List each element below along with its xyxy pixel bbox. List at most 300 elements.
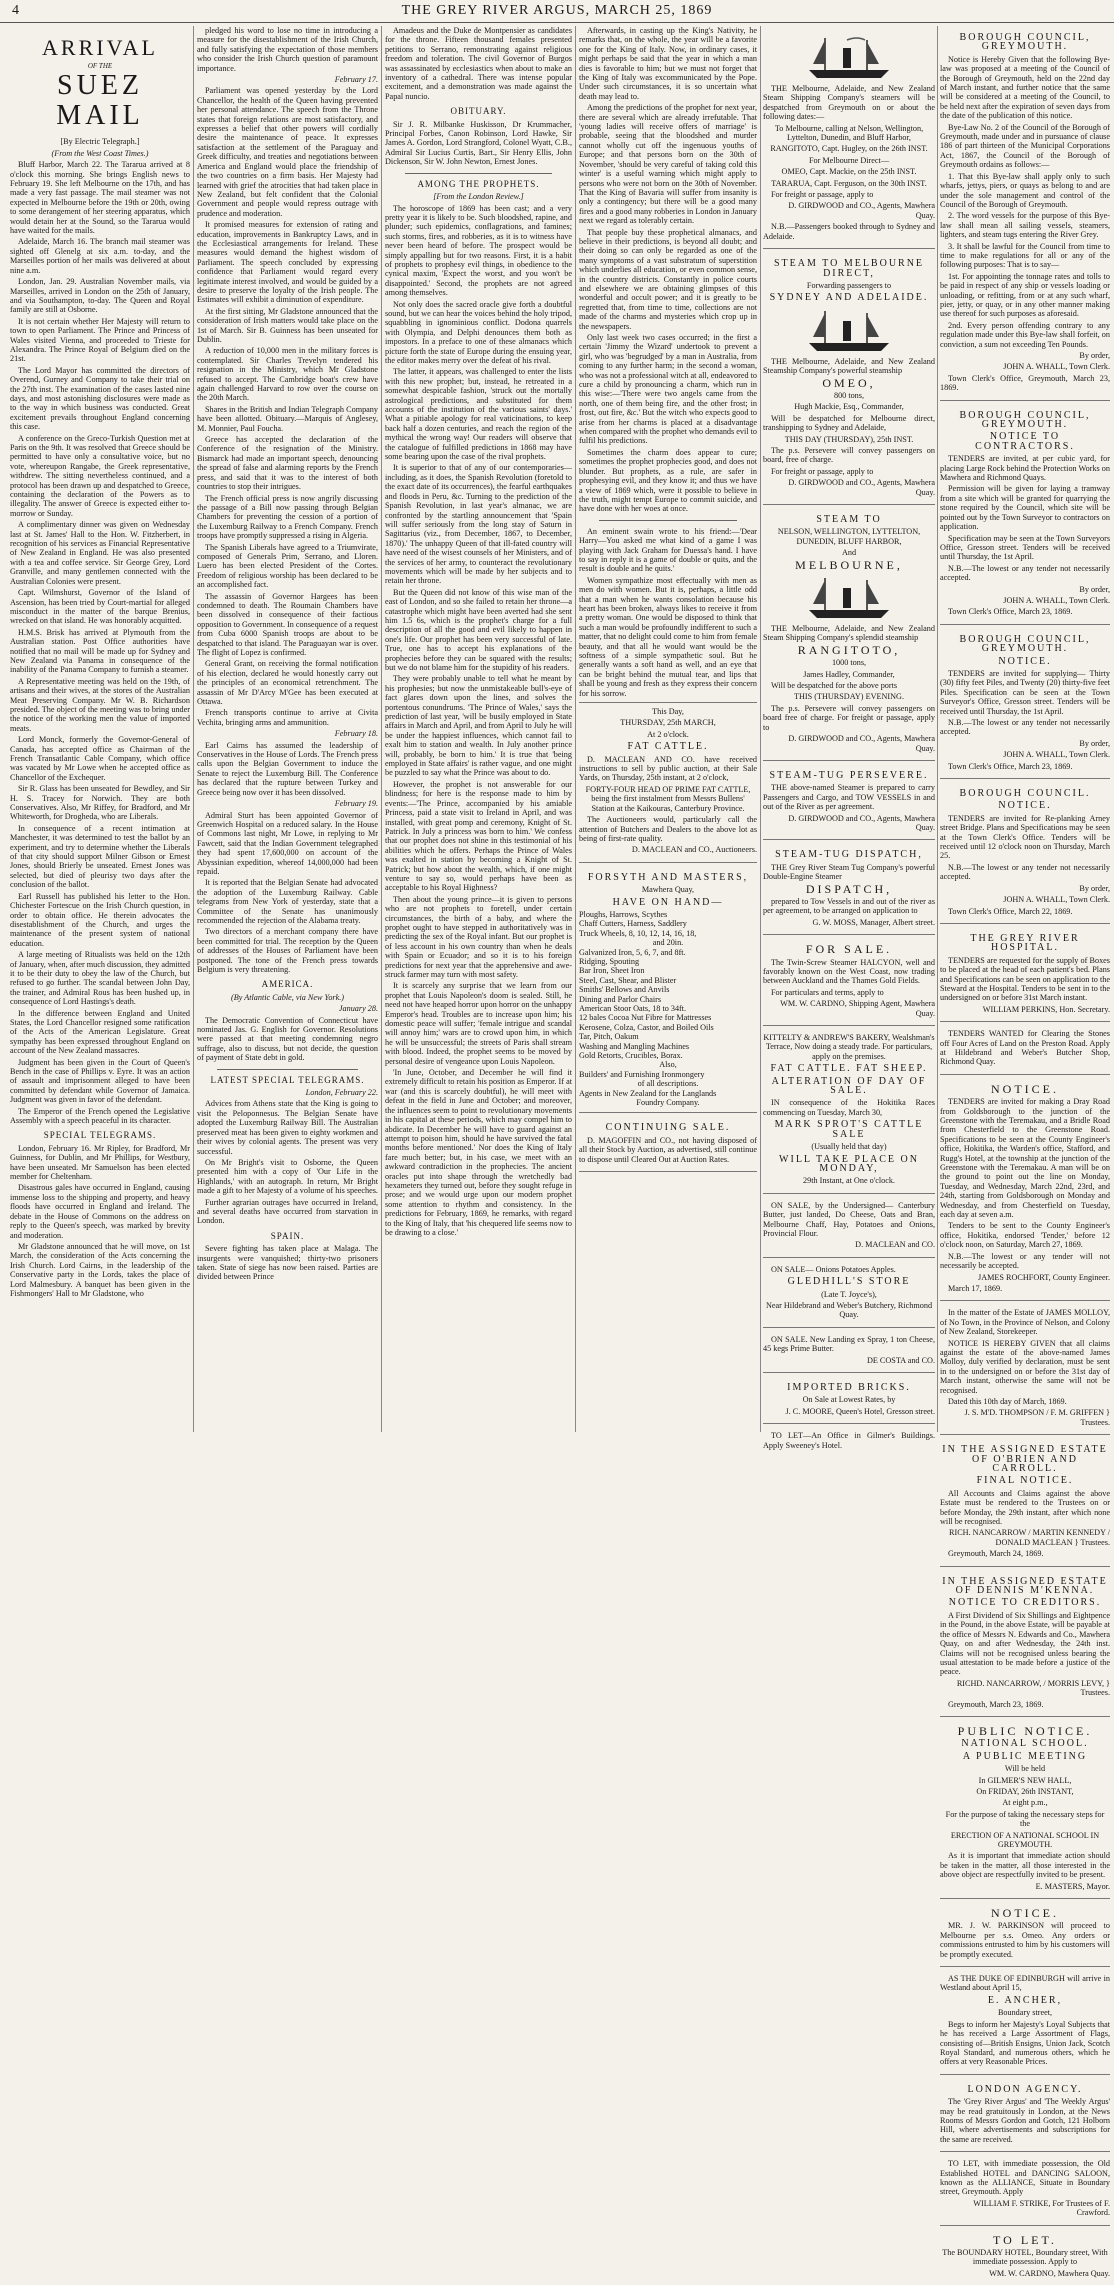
headline-of-the: OF THE — [87, 62, 113, 70]
ad-line: In GILMER'S NEW HALL, — [978, 1775, 1072, 1785]
ad-line: Near Hildebrand and Weber's Butchery, Richmond Quay. — [765, 1300, 933, 1320]
ad-body: THE above-named Steamer is prepared to carry Passengers and Cargo, and TOW VESSELS in and out of the River as per agreement. — [763, 783, 935, 812]
list-item: Gold Retorts, Crucibles, Borax. — [579, 1051, 683, 1061]
ad-title: NOTICE. — [991, 1081, 1059, 1096]
ad-note: N.B.—The lowest or any tender not necessarily accepted. — [940, 718, 1110, 737]
ad-line: On FRIDAY, 26th INSTANT, — [976, 1786, 1074, 1796]
ad-body: TO LET, with immediate possession, the Old Established HOTEL and DANCING SALOON, known as the ALLIANCE, Situate in Boundary street, Greymouth. Apply — [940, 2159, 1110, 2197]
ad-title: FAT CATTLE. — [627, 741, 709, 753]
article-paragraph: London, Jan. 29. Australian November mails, via Marseilles, arrived in London on the 25th of January, and via Southampton, to-day. The Queen and Royal family are still at Osborne. — [10, 277, 190, 315]
section-heading: SPECIAL TELEGRAMS. — [43, 1130, 157, 1141]
article-paragraph: Mr Gladstone announced that he will move, on 1st March, the consideration of the Acts concerning the Irish Church. Lord Cairns, in the leadership of the Conservative party in the Lords, takes the place of Lord Malmesbury. A banquet has been given in the Fishmongers' Hall to Mr Gladstone, who — [10, 1241, 190, 1298]
advert-steam-tug-persevere — [763, 764, 935, 840]
ad-body: AS THE DUKE OF EDINBURGH will arrive in Westland about April 15, — [940, 1974, 1110, 1993]
column-4 — [579, 26, 757, 1432]
advert-fat-cattle — [579, 702, 757, 863]
list-item: Agents in New Zealand for the Langlands — [579, 1088, 717, 1098]
ad-title: FORSYTH AND MASTERS, — [587, 871, 749, 883]
ad-line: 800 tons, — [833, 390, 865, 400]
article-paragraph: Admiral Sturt has been appointed Governor of Greenwich Hospital on a reduced salary. In the House of Commons last night, Mr Lowe, in replying to Mr Fawcett, said that the Indian Government telegraphed they had spent 17,600,000 on account of the Abyssinian expedition, whereof 14,000,000 had been repaid. — [197, 810, 378, 876]
ad-line: THIS DAY (THURSDAY), 25th INST. — [784, 434, 914, 444]
ad-title: NOTICE TO CREDITORS. — [948, 1597, 1102, 1609]
ad-note: N.B.—The lowest or any tender not necessarily accepted. — [940, 862, 1110, 882]
ad-line: Town Clerk's Office, March 22, 1869. — [948, 906, 1073, 916]
article-paragraph: Only last week two cases occurred; in the first a certain 'Jimmy the Wizard' undertook to prevent a girl, who was 'begrudged' by a man in Australia, from coming to any further harm; in the second a woman, who was not a professional witch at all, endeavored to cure a child by pronouncing a charm, which run in this wise:—'There were two angels came from the north, one of them being fire, and the other frost; in frost, out fire, &c.' But the witch who expects good to arise from her charms is placed at a disadvantage when compared with the prophet who demands evil to fulfil his predictions. — [579, 333, 757, 446]
ad-title: A PUBLIC MEETING — [962, 1750, 1088, 1762]
ad-line: Town Clerk's Office, March 23, 1869. — [948, 607, 1073, 617]
ad-title: LONDON AGENCY. — [967, 2083, 1083, 2095]
list-item: Chaff Cutters, Harness, Saddlery — [579, 919, 687, 929]
column-rule — [937, 26, 938, 1432]
ad-line: At 2 o'clock. — [647, 729, 689, 739]
column-5 — [763, 26, 935, 1450]
ad-title: NATIONAL SCHOOL. — [961, 1738, 1089, 1750]
advert-clearing-stones — [940, 1025, 1110, 1075]
advert-notice-to-contractors — [940, 404, 1110, 625]
ad-title: BOROUGH COUNCIL. — [959, 788, 1091, 800]
ad-body: Will be despatched for the above ports — [771, 681, 898, 691]
ad-body: Begs to inform her Majesty's Loyal Subjects that he has received a Large Assortment of Flags, consisting of—British Ensigns, Union Jack, Scotch Royal Standard, and numerous others, which he offers at very Reasonable Prices. — [940, 2019, 1110, 2067]
ad-title: FAT CATTLE. FAT SHEEP. — [770, 1063, 928, 1075]
ad-signature: WILLIAM PERKINS, Hon. Secretary. — [982, 1004, 1110, 1014]
ad-body: ON SALE. New Landing ex Spray, 1 ton Cheese, 45 kegs Prime Butter. — [763, 1334, 935, 1354]
ad-signature: J. S. M'D. THOMPSON / F. M. GRIFFEN } Trustees. — [964, 1408, 1110, 1427]
ad-title: E. ANCHER, — [987, 1994, 1063, 2006]
ad-signature: D. MACLEAN and CO. — [855, 1240, 935, 1250]
advert-bridge-tender — [940, 782, 1110, 924]
article-paragraph: 'In June, October, and December he will find it extremely difficult to retain his position as Emperor. If at war (and this is scarcely doubtful), he will meet with defeat in the field in June and October; and moreover, the influences seem to point to revolutionary movements in his capital at these periods, which may compel him to abdicate. In December he will have to guard against an attempt to poison him, should he have survived the fatal months before mentioned.' Nor does the King of Italy fare much better; but, in his case, we meet with an awkward contradiction in the prophecies. The ancient oracles put into shape through the wretchedly bad hexameters they turned out, before they sought refuge in prose; and we would urge upon our modern prophet some attention to rhythm and consistency. In the predictions for February, 1869, he remarks, with regard to the King of Italy, that 'his chequered life seems now to be drawing to a close.' — [385, 1068, 572, 1237]
ad-body: Tenders to be sent to the County Engineer's office, Hokitika, endorsed 'Tender,' before 12 o'clock noon, on Saturday, March 27, 1869. — [940, 1221, 1110, 1250]
ad-signature: JOHN A. WHALL, Town Clerk. — [1003, 895, 1110, 905]
ad-body: As it is important that immediate action should be taken in the matter, all those interested in the above object are respectfully invited to be present. — [940, 1851, 1110, 1880]
list-item: Galvanized Iron, 5, 6, 7, and 8ft. — [579, 947, 686, 957]
article-paragraph: Shares in the British and Indian Telegraph Company have been allotted. Obituary.—Marquis of Anglesey, M. Monnier, Paul Foucha. — [197, 404, 378, 433]
steamship-icon — [803, 307, 895, 353]
article-paragraph: Advices from Athens state that the King is going to visit the Peloponnesus. The Belgian Senate have adopted the Luxemburg Railway Bill. The Australian preserved meat has been given to eighty workmen and their wives by colonial agents. The present was very successful. — [197, 1099, 378, 1156]
ad-line: ERECTION OF A NATIONAL SCHOOL IN GREYMOUTH. — [950, 1830, 1100, 1849]
ad-note: N.B.—The lowest or any tender not necessarily accepted. — [940, 563, 1110, 583]
advert-bye-law-notice — [940, 26, 1110, 401]
article-paragraph: Not only does the sacred oracle give forth a doubtful sound, but we can hear the voices behind the holy tripod, squabbling in ignominious conflict. Dodona quarrels with Olympia, and Delphi denounces them both as impostors. In a preface to one of these almanacs which picture forth the state of Europe during the ensuing year, the editor makes merry over the defeat of his rival. — [385, 299, 572, 365]
ad-line: TARARUA, Capt. Ferguson, on the 30th INST. — [771, 178, 927, 188]
article-paragraph: Further agrarian outrages have occurred in Ireland, and several deaths have occurred from starvation in London. — [197, 1197, 378, 1226]
ad-signature: D. GIRDWOOD and CO., Agents, Mawhera Quay. — [788, 201, 935, 220]
source-line: (From the West Coast Times.) — [51, 148, 149, 158]
list-item: Steel, Cast, Shear, and Blister — [579, 975, 677, 985]
article-paragraph: The Lord Mayor has committed the directors of Overend, Gurney and Company to take their trial on the 27th inst. The examination of the cases lasted nine days, and most astonishing disclosures were made as to the way in which business was conducted. Great excitement prevails throughout England concerning this case. — [10, 365, 190, 432]
ad-signature: D. GIRDWOOD and CO., Agents, Mawhera Quay. — [788, 478, 935, 497]
ad-line: THURSDAY, 25th MARCH, — [620, 718, 716, 728]
ad-title: STEAM-TUG DISPATCH, — [775, 849, 923, 861]
ship-name: RANGITOTO, — [797, 642, 901, 657]
ad-title: TO LET. — [993, 2232, 1057, 2247]
headline-arrival: ARRIVAL — [42, 35, 158, 60]
dateline: February 18. — [334, 729, 378, 739]
byline: [By Electric Telegraph.] — [60, 137, 140, 147]
ad-body: THE Melbourne, Adelaide, and New Zealand Steam Shipping Company's splendid steamship — [763, 624, 935, 643]
ad-title: PUBLIC NOTICE. — [957, 1723, 1093, 1738]
list-item: Foundry Company. — [636, 1098, 700, 1108]
article-paragraph: Afterwards, in casting up the King's Nativity, he remarks that, on the whole, the year will be a favorite one for the King of Italy. Now, in ordinary cases, it might perhaps be said that the year in which a man dies is favorable to him; but we must not forget that the King of Italy was excommunicated by the Pope. Under such circumstances, it is so uncertain what death may lead to. — [579, 26, 757, 101]
advert-imported-bricks — [763, 1376, 935, 1424]
advert-steam-tug-dispatch — [763, 843, 935, 935]
ad-body: D. MACLEAN AND CO. have received instructions to sell by public auction, at their Sale Yards, on Thursday, 25th instant, at 2 o'clock, — [579, 754, 757, 783]
ad-line: Will be held — [1004, 1764, 1046, 1774]
ad-body: KITTELTY & ANDREW'S BAKERY, Wealshman's Terrace, Now doing a steady trade. For particulars, apply on the premises. — [763, 1033, 935, 1061]
ad-body: Will be despatched for Melbourne direct, transhipping to Sydney and Adelaide, — [763, 413, 935, 433]
ship-name: DISPATCH, — [805, 881, 893, 896]
article-paragraph: Sir J. R. Milbanke Huskisson, Dr Krummacher, Principal Forbes, Canon Robinson, Lord Hawke, Sir James A. Gordon, Lord Strangford, Colonel Wyatt, C.B., Admiral Sir Lucius Curtis, Bart., Sir Henry Ellis, John Dickenson, Sir W. John Newton, Ernest Jones. — [385, 119, 572, 167]
article-paragraph: A large meeting of Ritualists was held on the 12th of January, when, after much discussion, they admitted it to be their duty to obey the law of the Church, but refused to go further. The scandal between John Day, the trainer, and Admiral Rous has been hushed up, in consequence of Lord Hastings's death. — [10, 950, 191, 1007]
ad-title: IN THE ASSIGNED ESTATE OF O'BRIEN AND CARROLL. — [942, 1444, 1108, 1474]
ad-title: STEAM TO MELBOURNE DIRECT, — [773, 258, 925, 279]
ad-note: N.B.—Passengers booked through to Sydney and Adelaide. — [763, 222, 935, 241]
ad-line: Greymouth, March 23, 1869. — [948, 1699, 1044, 1709]
section-heading: AMONG THE PROPHETS. — [417, 178, 540, 189]
section-heading: SPAIN. — [270, 1230, 305, 1241]
ad-line: Greymouth, March 24, 1869. — [948, 1549, 1044, 1559]
advert-parkinson-notice — [940, 1902, 1110, 1967]
article-paragraph: That people buy these prophetical almanacs, and believe in their predictions, is beyond all doubt; and their doing so can only be regarded as one of the many symptoms of a vast substratum of superstition which underlies all education, or even common sense, in the country districts. Constantly in police courts and elsewhere we are obtaining glimpses of this wonderful and occult power; and it is greatly to be regretted that, from time to time, collections are not made of the charms and mysteries which crop up in the newspapers. — [579, 227, 757, 331]
article-paragraph: It promised measures for extension of rating and education, improvements in Bankruptcy Laws, and in the Ecclesiastical arrangements for Ireland. These measures would demand the highest wisdom of Parliament. The speech concluded by expressing confidence that Parliament would regard every legitimate interest involved, and would be guided by a desire to preserve the loyalty of the Irish people. The Estimates will exhibit a diminution of expenditure. — [197, 220, 378, 305]
ad-body: The Auctioneers would, particularly call the attention of Butchers and Dealers to the above lot as being of first-rate quality. — [579, 815, 757, 843]
ad-line: THIS (THURSDAY) EVENING. — [794, 692, 904, 702]
column-1 — [10, 26, 190, 1432]
article-paragraph: However, the prophet is not answerable for our blindness; for here is the response made to him by events:—'The Prince, accompanied by his amiable Princess, paid a state visit to Ireland in April, and was installed, with great pomp and ceremony, Knight of St. Patrick. In July a princess was born to him.' We confess that our prophet does not shine in this testimonial of his abilities which he offers. Perhaps the Prince of Wales was exalted in station by becoming a Knight of St. Patrick; but how about the wealth, which, if one might venture to say so, would perhaps have been as acceptable to his Royal Highness? — [385, 779, 572, 893]
ad-line: Hugh Mackie, Esq., Commander, — [794, 402, 904, 412]
ad-line: By order, — [1079, 883, 1110, 893]
ad-signature: D. GIRDWOOD and CO., Agents, Mawhera Quay. — [788, 734, 935, 753]
article-paragraph: Adelaide, March 16. The branch mail steamer was sighted off Glenelg at six a.m. to-day, and the Marseilles portion of her mails was delivered at about nine a.m. — [10, 237, 190, 275]
ad-body: TENDERS are invited, at per cubic yard, for placing Large Rock behind the Protection Works on Mawhera and Richmond Quays. — [940, 454, 1110, 483]
ad-signature: D. MACLEAN and CO., Auctioneers. — [631, 845, 757, 855]
advert-obrien-carroll-estate — [940, 1438, 1110, 1566]
dateline: February 19. — [334, 799, 378, 809]
ad-title: THE GREY RIVER HOSPITAL. — [970, 932, 1080, 954]
article-paragraph: The latter, it appears, was challenged to enter the lists with this new prophet; but, instead, he retreated in a somewhat despicable fashion, 'struck out the mortally astrological predictions, and substituted for them accounts of the institution of the various saints' days.' What a pitiable apology for real vaticinations, to keep back half a dozen centuries, and reach the region of the mythical the wrong way! Our readers will observe that the catalogue of fulfilled predictions in 1868 may have some bearing upon the case of the rival prophets. — [385, 367, 572, 462]
ad-body: TO LET—An Office in Gilmer's Buildings. Apply Sweeney's Hotel. — [763, 1431, 935, 1450]
article-paragraph: Severe fighting has taken place at Malaga. The insurgents were vanquished; thirty-two prisoners taken. State of siege has now been raised. Parties are divided between Prince — [197, 1244, 378, 1282]
article-paragraph: An eminent swain wrote to his friend:—'Dear Harry—You asked me what kind of a game I was playing with Jack Graham for Duessa's hand. I have to say in reply it is a game of double or quits, and the result is double and he quits.' — [579, 526, 757, 574]
ad-body: All Accounts and Claims against the above Estate must be rendered to the Trustees on or before Monday, the 29th instant, after which none will be recognised. — [940, 1488, 1110, 1527]
ad-body: Bye-Law No. 2 of the Council of the Borough of Greymouth, made under and in pursuance of clause 186 of part thirteen of the Municipal Corporations Act, 1867, the Council of the Borough of Greymouth ordains as follows:— — [940, 122, 1110, 170]
ad-line: (Usually held that day) — [811, 1142, 887, 1152]
article-paragraph: Capt. Wilmshurst, Governor of the Island of Ascension, has been tried by Court-martial for alleged misconduct in the matter of the barque Brenius, wrecked on that island. He was honorably acquitted. — [10, 588, 190, 626]
ad-title: SYDNEY AND ADELAIDE. — [769, 292, 929, 304]
divider — [599, 520, 737, 521]
article-paragraph: Sometimes the charm does appear to cure; sometimes the prophet prophecies good, and does not blunder. But prophets, as a rule, are safer in prophesying evil, and they know it; and thus we have a view of 1869 which, were it possible to believe in the truth, might tempt Europe to commit suicide, and have done with her woes at once. — [579, 447, 757, 514]
article-paragraph: The horoscope of 1869 has been cast; and a very pretty year it is likely to be. Such bloodshed, rapine, and plunder; such epidemics, conflagrations, and famines; such storms, fires, and robberies, as it is to witness have never been heard of before. The prospect would be simply appalling but for two reasons. First, it is a habit of prophets to prophesy evil things, in obedience to the cynical maxim, 'Expect the worst, and you won't be disappointed.' Second, the prophets are not agreed among themselves. — [385, 203, 572, 298]
ad-body: Notice is Hereby Given that the following Bye-law was proposed at a meeting of the Council of the Borough of Greymouth, held on the 22nd day of March instant, and further notice that the same will be considered at a meeting of the Council, to be held next after the expiration of seven days from the date of the publication of this notice. — [940, 54, 1110, 121]
ad-signature: JOHN A. WHALL, Town Clerk. — [1003, 595, 1110, 605]
ad-line: By order, — [1079, 738, 1110, 748]
article-paragraph: It is superior to that of any of our contemporaries—including, as it does, the Spanish Revolution (foretold to the exact date of its occurrences), the fearful earthquakes and floods in Peru, &c. Turning to the prediction of the Spanish Revolution, in last year's almanac, we are confronted by the startling announcement that 'Spain will suffer seriously from the long stay of Saturn in Sagittarius (viz., from December, 1867, to December, 1870).' The unhappy Queen of that ill-fated country will have need of the wisest counsels of her Ministers, and of the services of her army, to counteract the revolutionary movements which will be made by her subjects and to retain her throne. — [385, 463, 572, 586]
article-paragraph: H.M.S. Brisk has arrived at Plymouth from the Australian station. Post Office authorities have notified that no mail will be made up for Sydney and New Zealand via Panama in consequence of the inability of the Panama Company to furnish a steamer. — [10, 627, 190, 675]
list-item: Washing and Mangling Machines — [579, 1041, 690, 1051]
article-paragraph: The French official press is now angrily discussing the passage of a Bill now passing through Belgian Chambers for preventing the cession of a portion of the Luxemburg Railway to a French Company. French troops have promptly suppressed a rising in Algeria. — [197, 493, 378, 541]
article-paragraph: The assassin of Governor Hargees has been condemned to death. The Roumain Chambers have been dissolved in consequence of their factious opposition to Government. In consequence of a request from Cuba 6000 Spanish troops are about to be despatched to that island. The Paraguayan war is over. The flight of Lopez is confirmed. — [197, 591, 378, 657]
column-rule — [760, 26, 761, 1432]
article-paragraph: Greece has accepted the declaration of the Conference of the resignation of the Ministry. Bismarck had made an important speech, denouncing the spread of false and alarming reports by the French press, and said that it was to the interest of both countries to stop their intrigues. — [197, 435, 378, 492]
article-paragraph: Women sympathize most effectually with men as men do with women. But it is, perhaps, a little odd that a man when he wants consolation because his heart has been broken, always likes to receive it from a pretty woman. One would be disposed to think that such a man would be profoundly indifferent to such a matter, that no delight could come to him from female beauty, and that all he would want would be the softness of a simple sympathetic soul. But he generally wants a soft hand as well, and an eye that can be bright behind the mutual tear, and lips that shall be young and fresh as they express their concern for his sorrow. — [579, 575, 757, 698]
article-paragraph: Lord Monck, formerly the Governor-General of Canada, has accepted office as Chairman of the French Transatlantic Cable Company, which office was vacated by Mr Lowe when he accepted office as Chancellor of the Exchequer. — [10, 735, 190, 782]
divider — [405, 173, 552, 174]
list-item: of all descriptions. — [637, 1079, 699, 1089]
ad-body: 3. It shall be lawful for the Council from time to time to make regulations for all or any of the following purposes: That is to say— — [940, 241, 1110, 270]
advert-halcyon-for-sale — [763, 938, 935, 1026]
article-paragraph: A complimentary dinner was given on Wednesday last at St. James' Hall to the Hon. W. Fitzherbert, in recognition of his services as Financial Representative of New Zealand in England. He was also presented with a tea and coffee service. Sir George Grey, Lord Granville, and many gentlemen connected with the Australian Colonies were present. — [10, 520, 190, 586]
ad-title: BOROUGH COUNCIL, GREYMOUTH. — [959, 409, 1091, 431]
article-paragraph: A Representative meeting was held on the 19th, of artisans and their wives, at the stores of the Australian Meat Preserving Company. Mr W. B. Richardson presided. The object of the meeting was to bring under the notice of the working men the value of imported meats. — [10, 676, 190, 733]
ad-signature: RICHD. NANCARROW, / MORRIS LEVY, } Trustees. — [956, 1678, 1110, 1698]
article-paragraph: The Spanish Liberals have agreed to a Triumvirate, composed of Generals Prim, Serrano, and Lloren. Luero has been elected President of the Cortes. Freedom of religious worship has been declared to be an accomplished fact. — [197, 542, 378, 590]
advert-piles-tender — [940, 628, 1110, 779]
ad-body: On Sale at Lowest Rates, by — [802, 1395, 896, 1405]
ad-line: 1000 tons, — [831, 658, 867, 668]
ad-title: GLEDHILL'S STORE — [787, 1276, 911, 1288]
column-rule — [381, 26, 382, 1432]
section-heading: LATEST SPECIAL TELEGRAMS. — [210, 1074, 365, 1085]
advert-flags-ancher — [940, 1970, 1110, 2075]
advert-steam-to-melbourne — [763, 252, 935, 505]
ad-signature: JAMES ROCHFORT, County Engineer. — [978, 1272, 1110, 1282]
ad-line: This Day, — [652, 707, 684, 717]
ad-line: And — [841, 548, 857, 558]
ad-title: MELBOURNE, — [795, 557, 903, 572]
ad-body: TENDERS are invited for supplying— Thirty (30) fifty feet Piles, and Twenty (20) thirty-five feet Piles. Specification can be seen at the Town Surveyor's Office, Gresson street. Tenders will be received until Thursday, the 1st April. — [940, 668, 1110, 716]
ad-body: A First Dividend of Six Shillings and Eightpence in the Pound, in the above Estate, will be payable at the office of Messrs N. Edwards and Co., Mawhera Quay, on and after Wednesday, the 24th inst. Claims will not be recognised unless bearing the usual attestation to be made before a justice of the peace. — [940, 1610, 1110, 1677]
newspaper-title: THE GREY RIVER ARGUS, MARCH 25, 1869 — [401, 3, 713, 18]
advert-london-agency — [940, 2078, 1110, 2152]
ad-line: Town Clerk's Office, March 23, 1869. — [948, 761, 1073, 771]
column-6 — [940, 26, 1110, 2278]
page-number: 4 — [12, 3, 20, 18]
ad-title: NOTICE. — [998, 655, 1052, 667]
ad-line: Mawhera Quay, — [641, 885, 695, 895]
list-item: Ridging, Spouting — [579, 956, 640, 966]
list-item: Also, — [659, 1060, 677, 1070]
list-item: 12 bales Cocoa Nut Fibre for Mattresses — [579, 1013, 712, 1023]
article-paragraph: Disastrous gales have occurred in England, causing immense loss to the shipping and property, and heavy floods have occurred in England and Ireland. The debate in the House of Commons on the address on reply to the Queen's speech, was marked by brevity and moderation. — [10, 1183, 190, 1240]
advert-hospital-tender — [940, 927, 1110, 1022]
ad-signature: DE COSTA and CO. — [866, 1355, 935, 1365]
ad-line: To Melbourne, calling at Nelson, Wellington, Lyttelton, Dunedin, and Bluff Harbor, — [774, 123, 924, 143]
article-paragraph: Sir R. Glass has been unseated for Bewdley, and Sir H. S. Tracey for Norwich. They are both Conservatives. Also, Mr Riffey, for Bradford, and Mr Whiteworth, for Drogheda, who are Liberals. — [10, 784, 190, 822]
source-line: [From the London Review.] — [433, 192, 524, 202]
ad-line: Boundary street, — [997, 2008, 1053, 2018]
article-paragraph: The Democratic Convention of Connecticut have nominated Jas. G. English for Governor. Resolutions were passed at that meeting condemning negro suffrage, also to discuss, but not decide, the question of payment of State debt in gold. — [197, 1015, 378, 1063]
article-paragraph: But the Queen did not know of this wise man of the east of London, and so she failed to retain her throne—a catastrophe which might have been averted had she sent him 1.5 6s, which is the prophet's charge for a full description of all the good and evil likely to happen in one's life. Our prophet has been very successful of late. True, one has to accept his explanations of the prophecies before they can be squared with the results; but we do not blame him for the stupidity of his readers. — [385, 587, 572, 672]
ad-signature: J. C. MOORE, Queen's Hotel, Gresson street. — [785, 1406, 935, 1416]
ad-title: MARK SPROT'S CATTLE SALE — [774, 1119, 924, 1140]
ad-body: Specification may be seen at the Town Surveyors Office, Gresson street. Tenders will be received until Thursday, the 1st April. — [940, 533, 1110, 562]
ad-body: NOTICE IS HEREBY GIVEN that all claims against the estate of the above-named James Molloy, duly verified by declaration, must be sent in to the undersigned on or before the 31st day of March instant, otherwise the same will not be recognised. — [940, 1338, 1110, 1395]
advert-dray-road-tender — [940, 1078, 1110, 1302]
article-paragraph: Judgment has been given in the Court of Queen's Bench in the case of Phillips v. Eyre. It was an action of assault and imprisonment alleged to have been committed by defendant while Governor of Jamaica. Judgment was given in favor of the defendant. — [10, 1057, 190, 1105]
article-paragraph: Then about the young prince—it is given to persons who are not prophets to foretell, under certain circumstances, the birth of a baby, and where the prophet ought to have stepped in authoritatively was in predicting the sex of the Royal infant. But our prophet is of less account in his own country than when he deals with Spain or Ecuador; and so it is to his foreign predictions for next year that the apprehensive and awe-struck farmer may turn with most safety. — [385, 894, 572, 979]
list-item: Tar, Pitch, Oakum — [579, 1032, 639, 1042]
advert-office-to-let — [763, 1427, 935, 1457]
article-paragraph: Among the predictions of the prophet for next year, there are several which are already irrefutable. That 'young ladies will receive offers of marriage' is probable, seeing that the bloodshed and murder cannot wholly cut off the ingenuous youths of Europe; and that persons born on the 30th of November, 'should be very careful of taking cold this winter' is a useful warning which might apply to persons who were not born on the 30th of November. That the King of Bavaria will suffer from insanity is only a contingency; but there will be a good many fires and a good many robberies in London in January next we regard as tolerably certain. — [579, 103, 757, 226]
list-item: Truck Wheels, 8, 10, 12, 14, 16, 18, — [579, 928, 697, 938]
ad-title: STEAM TO — [816, 514, 882, 525]
steamship-icon — [803, 574, 895, 620]
column-rule — [193, 26, 194, 1432]
ad-body: IN consequence of the Hokitika Races commencing on Tuesday, March 30, — [763, 1098, 935, 1117]
ad-title: CONTINUING SALE. — [605, 1122, 731, 1134]
ad-line: For freight or passage, apply to — [771, 466, 874, 476]
dateline: February 17. — [334, 75, 378, 85]
advert-alliance-to-let — [940, 2155, 1110, 2225]
ad-line: NELSON, WELLINGTON, LYTTELTON, DUNEDIN, BLUFF HARBOR, — [777, 527, 921, 546]
article-paragraph: A conference on the Greco-Turkish Question met at Paris on the 9th. It was resolved that Greece should be permitted to have only a consultative voice, but no vote, whereupon Rangabe, the Greek representative, withdrew. The sitting nevertheless continued, and a protocol has been drawn up and despatched to Greece, containing the declaration of the Powers as to illegality. The answer of Greece is expected either to-morrow or Sunday. — [10, 433, 190, 518]
ad-title: ALTERATION OF DAY OF SALE. — [771, 1075, 927, 1097]
ad-signature: WM. W. CARDNO, Mawhera Quay. — [989, 2268, 1110, 2278]
dateline: January 28. — [338, 1004, 378, 1014]
advert-maclean-on-sale — [763, 1197, 935, 1258]
ad-body: 1. That this Bye-law shall apply only to such wharfs, jettys, piers, or quays as belong to and are under the sole management and control of the Council of the Borough of Greymouth. — [940, 171, 1110, 209]
ad-body: TENDERS are invited for Re-planking Arney street Bridge. Plans and Specifications may be seen at the Town Clerk's Office. Tenders will be received until 12 o'clock noon on Thursday, March 25. — [940, 813, 1110, 861]
article-paragraph: Bluff Harbor, March 22. The Tararua arrived at 8 o'clock this morning. She brings English news to February 19. She left Melbourne on the 17th, and has made a very fast passage. The mail steamer was not expected in Melbourne before the 19th or 20th, owing to some derangement of her steering apparatus, which would detain her at the Sound, so the Tararua would have waited for the mails. — [10, 160, 190, 236]
ad-line: By order, — [1079, 584, 1110, 594]
ad-body: THE Melbourne, Adelaide, and New Zealand Steamship Company's powerful steamship — [763, 356, 935, 376]
column-3 — [385, 26, 572, 1432]
ad-title: NOTICE. — [991, 1906, 1059, 1921]
ad-body: In the matter of the Estate of JAMES MOLLOY, of No Town, in the Province of Nelson, and Colony of New Zealand, Storekeeper. — [940, 1308, 1110, 1337]
ad-body: TENDERS WANTED for Clearing the Stones off Four Acres of Land on the Preston Road. Apply at Hildebrand and Weber's Butcher Shop, Richmond Quay. — [940, 1029, 1110, 1067]
ad-signature: JOHN A. WHALL, Town Clerk. — [1003, 750, 1110, 760]
ad-line: For freight or passage, apply to — [771, 190, 874, 200]
ad-line: 29th Instant, at One o'clock. — [803, 1176, 895, 1186]
article-paragraph: It is not certain whether Her Majesty will return to town to open Parliament. The Prince and Princess of Wales visited Vienna, and proceeded to Trieste for Alexandra. The Prince Royal of Belgium died on the 21st. — [10, 316, 190, 364]
ad-line: OMEO, Capt. Mackie, on the 25th INST. — [781, 167, 917, 177]
ad-body: For particulars and terms, apply to — [771, 987, 884, 997]
ad-body: TENDERS are invited for making a Dray Road from Goldsborough to the junction of the Greenstone with the Teremakau, and a Bridle Road from Chesterfield to the Greenstone Road. Specifications to be seen at the County Engineer's office, Hokitika, the Warden's office, Stafford, and Rugg's Hotel, at the township at the junction of the Greenstone with the Teremakau. A man will be on the ground to point out the line on Monday, Tuesday, and Wednesday, March 22nd, 23rd, and 24th, starting from Goldsborough on Monday and Wednesday, and from Chesterfield on Tuesday, each day at seven a.m. — [940, 1097, 1110, 1220]
advert-de-costa — [763, 1331, 935, 1373]
ad-body: TENDERS are requested for the supply of Boxes to be placed at the head of each patient's bed. Plans and Specifications can be seen on application to the Steward at the Hospital. Tenders to be sent in to the undersigned on or before 31st March instant. — [940, 955, 1110, 1003]
advert-molloy-estate — [940, 1304, 1110, 1435]
ship-name: OMEO, — [822, 375, 876, 390]
article-paragraph: Earl Cairns has assumed the leadership of Conservatives in the House of Lords. The French press calls upon the Belgian Government to induce the Senate to reject the Luxemburg Bill. The Conference has declared that the rupture between Turkey and Greece being now over it has been dissolved. — [197, 740, 378, 797]
section-heading: OBITUARY. — [450, 106, 507, 117]
list-item: Bar Iron, Sheet Iron — [579, 966, 645, 976]
ad-signature: RICH. NANCARROW / MARTIN KENNEDY / DONALD MACLEAN } Trustees. — [949, 1528, 1110, 1547]
article-paragraph: At the first sitting, Mr Gladstone announced that the consideration of Irish matters would take place on the 1st of March. Sir B. Guinness has been unseated for Dublin. — [197, 306, 378, 344]
advert-mkenna-estate — [940, 1570, 1110, 1717]
ad-line: At eight p.m., — [1002, 1798, 1048, 1808]
advert-public-meeting — [940, 1720, 1110, 1899]
advert-shipping-schedule — [763, 26, 935, 249]
list-item: Kerosene, Colza, Castor, and Boiled Oils — [579, 1022, 714, 1032]
advert-bakery-and-sale — [763, 1029, 935, 1194]
ad-note: N.B.—The lowest or any tender will not necessarily be accepted. — [940, 1251, 1110, 1271]
ad-title: HAVE ON HAND— — [612, 896, 724, 908]
advert-forsyth-masters — [579, 866, 757, 1114]
ad-title: NOTICE. — [998, 800, 1052, 812]
ad-title: IN THE ASSIGNED ESTATE OF DENNIS M'KENNA. — [942, 1575, 1108, 1597]
ad-line: March 17, 1869. — [948, 1283, 1003, 1293]
column-2 — [197, 26, 378, 1432]
article-paragraph: Parliament was opened yesterday by the Lord Chancellor, the health of the Queen having prevented her personal attendance. The speech from the Throne states that foreign relations are most satisfactory, and expresses a belief that other powers will cordially desire the maintenance of peace. It expresses satisfaction at the settlement of the Paraguay and Greek difficulty, and treaties and negotiations between America and England would place the friendship of the two countries on a firm basis. Her Majesty had learned with grief the atrocities that had taken place in New Zealand, but felt confident that the Colonial Government and people would repress outrage with prudence and moderation. — [197, 86, 378, 218]
article-paragraph: The Emperor of the French opened the Legislative Assembly with a speech peaceful in its character. — [10, 1106, 190, 1126]
ad-title: BOROUGH COUNCIL, GREYMOUTH. — [959, 32, 1091, 53]
list-item: American Stoor Oats, 18 to 34ft. — [579, 1004, 687, 1013]
ad-line: Dated this 10th day of March, 1869. — [948, 1396, 1067, 1406]
article-paragraph: Amadeus and the Duke de Montpensier as candidates for the throne. Fifteen thousand females presented petitions to Serrano, remonstrating against religious freedom and toleration. The civil Governor of Burgos was assassinated by ecclesiastics when about to make an inventory of a cathedral. There was intense popular excitement, and a demonstration was made against the Papal nuncio. — [385, 26, 572, 101]
masthead — [0, 0, 1114, 23]
ad-body: 1st. For appointing the tonnage rates and tolls to be paid in respect of any ship or vessels loading or unloading, or refitting, from or at any such wharf, pier, jetty, or quay, or in any other manner making use thereof for such purposes as aforesaid. — [940, 271, 1110, 319]
ad-body: The BOUNDARY HOTEL, Boundary street, With immediate possession. Apply to — [942, 2248, 1108, 2267]
article-paragraph: They were probably unable to tell what he meant by his prophesies; but now the unmistakeable bull's-eye of fact glares down upon the lines, and solves the portentous conundrums. 'The Prince of Wales,' says the prediction of last year, 'will be busily employed in State affairs in March and April, and from April to July he will be under the happiest influences, which cannot fail to exalt him to station and wealth. In July another prince will, probably, be born to him.' It is true that 'being employed in State affairs' is rather vague, and one might be puzzled to say what the Prince was about to do. — [385, 674, 572, 778]
list-item: Dining and Parlor Chairs — [579, 994, 662, 1004]
ad-title: IMPORTED BRICKS. — [787, 1382, 911, 1393]
headline-suez-mail: SUEZ MAIL — [56, 70, 144, 132]
ad-body: D. MAGOFFIN and CO., not having disposed of all their Stock by Auction, as advertised, still continue to dispose until Cleared Out at Auction Rates. — [579, 1135, 757, 1164]
ad-signature: E. MASTERS, Mayor. — [1035, 1881, 1110, 1891]
ad-line: Forwarding passengers to — [806, 280, 892, 290]
article-paragraph: London, February 16. Mr Ripley, for Bradford, Mr Guinness, for Dublin, and Mr Phillips, for Westbury, have been unseated. Mr Samuelson has been elected member for Cheltenham. — [10, 1143, 190, 1182]
ad-body: 2nd. Every person offending contrary to any regulation made under this Bye-law shall forfeit, on conviction, a sum not exceeding Ten Pounds. — [940, 320, 1110, 349]
column-rule — [575, 26, 576, 1432]
article-paragraph: General Grant, on receiving the formal notification of his election, declared he would honestly carry out the principles of an economical retrenchment. The assassin of Mr D'Arcy M'Gee has been executed at Ottawa. — [197, 659, 378, 707]
ad-line: By order, — [1079, 351, 1110, 360]
ad-body: The p.s. Persevere will convey passengers on board free of charge. For freight or passage, apply to — [763, 703, 935, 732]
article-paragraph: On Mr Bright's visit to Osborne, the Queen presented him with a copy of 'Our Life in the Highlands,' with an autograph. In return, Mr Bright made a gift to her Majesty of a volume of his speeches. — [197, 1157, 378, 1196]
ad-body: ON SALE— Onions Potatoes Apples. — [771, 1264, 896, 1274]
ad-title: FOR SALE. — [805, 942, 893, 957]
advert-steam-to-nelson — [763, 508, 935, 761]
ad-body: The 'Grey River Argus' and 'The Weekly Argus' may be read gratuitously in London, at the News Rooms of Messrs Gordon and Gotch, 121 Holborn Hill, where advertisements and subscriptions for the same are received. — [940, 2097, 1110, 2144]
article-paragraph: French transports continue to arrive at Civita Vechita, bringing arms and ammunition. — [197, 708, 378, 727]
ad-title: FINAL NOTICE. — [976, 1475, 1074, 1487]
advert-gledhill-store — [763, 1261, 935, 1328]
ad-body: THE Melbourne, Adelaide, and New Zealand Steam Shipping Company's steamers will be despatched from Greymouth on or about the following dates:— — [763, 84, 935, 122]
list-item: Builders' and Furnishing Ironmongery — [579, 1069, 705, 1079]
article-paragraph: It is reported that the Belgian Senate had advocated the adoption of the Luxemburg Railway. Cable telegrams from New York of yesterday, state that a Committee of the Senate has unanimously recommended the rejection of the Alabama treaty. — [197, 878, 378, 925]
ad-line: RANGITOTO, Capt. Hugley, on the 26th INST. — [770, 144, 928, 154]
ad-line: For Melbourne Direct— — [808, 155, 890, 165]
ad-body: ON SALE, by the Undersigned— Canterbury Butter, just landed, Do Cheese, Oats and Bran, Melbourne Chaff, Hay, Potatoes and Onions, Provincial Flour. — [763, 1200, 935, 1238]
article-paragraph: Earl Russell has published his letter to the Hon. Chichester Fortescue on the Irish Church question, in order to obtain office. He therein advocates the disestablishment of the Church, and urges the maintenance of the present system of national education. — [10, 891, 190, 948]
ad-body: Permission will be given for laying a tramway from a site which will be granted for quarrying the stone required by the Council, which site will be pointed out by the Town Surveyor to contractors on application. — [940, 484, 1110, 532]
article-paragraph: In the difference between England and United States, the Lord Chancellor resigned some ratification of the Acts of the American Legislature. Great sympathy has been expressed throughout England on account of the New Zealand massacres. — [10, 1008, 190, 1056]
ad-body: The p.s. Persevere will convey passengers on board, free of charge. — [763, 445, 935, 465]
ad-body: MR. J. W. PARKINSON will proceed to Melbourne per s.s. Omeo. Any orders or commissions entrusted to him by his customers will be promptly executed. — [940, 1921, 1110, 1959]
article-paragraph: A reduction of 10,000 men in the military forces is contemplated. Sir Charles Trevelyn tendered his resignation in the Ministry, which Mr Gladstone refused to accept. The Cambridge boat's crew have again challenged Harvard to row over the course on the 20th March. — [197, 346, 378, 403]
article-paragraph: In consequence of a recent intimation at Manchester, it was determined to test the ballot by an experiment, and try to determine whether the Liberals of that city should support Milner Gibson or Ernest Jones, should Brierly be unseated. Ernest Jones was selected, but died of pleurisy two days after the conclusion of the ballot. — [10, 823, 190, 890]
ad-title: STEAM-TUG PERSEVERE. — [769, 769, 929, 781]
ad-signature: D. GIRDWOOD and CO., Agents, Mawhera Quay. — [788, 813, 935, 832]
article-paragraph: Two directors of a merchant company there have been committed for trial. The reception by the Queen of addresses of the Houses of Parliament have been postponed. The tone of the French press towards Belgium is very threatening. — [197, 927, 378, 974]
ad-line: Town Clerk's Office, Greymouth, March 23, 1869. — [940, 373, 1110, 393]
ad-body: The Twin-Screw Steamer HALCYON, well and favorably known on the West Coast, now trading between Auckland and the Thames Gold Fields. — [763, 957, 935, 986]
ad-line: James Hadley, Commander, — [803, 669, 895, 679]
ad-body: THE Grey River Steam Tug Company's powerful Double-Engine Steamer — [763, 862, 935, 882]
ad-body: 2. The word vessels for the purpose of this Bye-law shall mean all sailing vessels, steamers, lighters, and steam tugs entering the River Grey. — [940, 211, 1110, 240]
source-line: (By Atlantic Cable, via New York.) — [230, 992, 345, 1002]
advert-continuing-sale — [579, 1116, 757, 1172]
ad-body: FORTY-FOUR HEAD OF PRIME FAT CATTLE, being the first instalment from Messrs Bullens' Station at the Kaikouras, Canterbury Province. — [585, 784, 751, 813]
list-item: Smiths' Bellows and Anvils — [579, 985, 670, 995]
ad-line: For the purpose of taking the necessary steps for the — [945, 1809, 1105, 1829]
article-paragraph: It is scarcely any surprise that we learn from our prophet that Louis Napoleon's doom is sealed. Still, he need not have heaped horror upon horror on the unhappy Emperor's head. Troubles are to increase upon him; his domestic peace will suffer; 'female intrigue and scandal will annoy him;' wars are to crowd upon him, in which he will be unsuccessful; the streets of Paris shall stream with blood. Indeed, the prophet seems to be moved by personal desire of vengeance upon Louis Napoleon. — [385, 981, 572, 1066]
steamship-icon — [803, 34, 895, 80]
list-item: Ploughs, Harrows, Scythes — [579, 909, 668, 919]
section-heading: AMERICA. — [261, 979, 314, 990]
ad-title: WILL TAKE PLACE ON MONDAY, — [779, 1153, 919, 1174]
ad-signature: WILLIAM F. STRIKE, For Trustees of F. Crawford. — [973, 2198, 1110, 2218]
article-paragraph: pledged his word to lose no time in introducing a measure for the disestablishment of the Irish Church, and fully satisfying the expectation of those members who consider the Irish Church question of paramount importance. — [197, 26, 378, 73]
